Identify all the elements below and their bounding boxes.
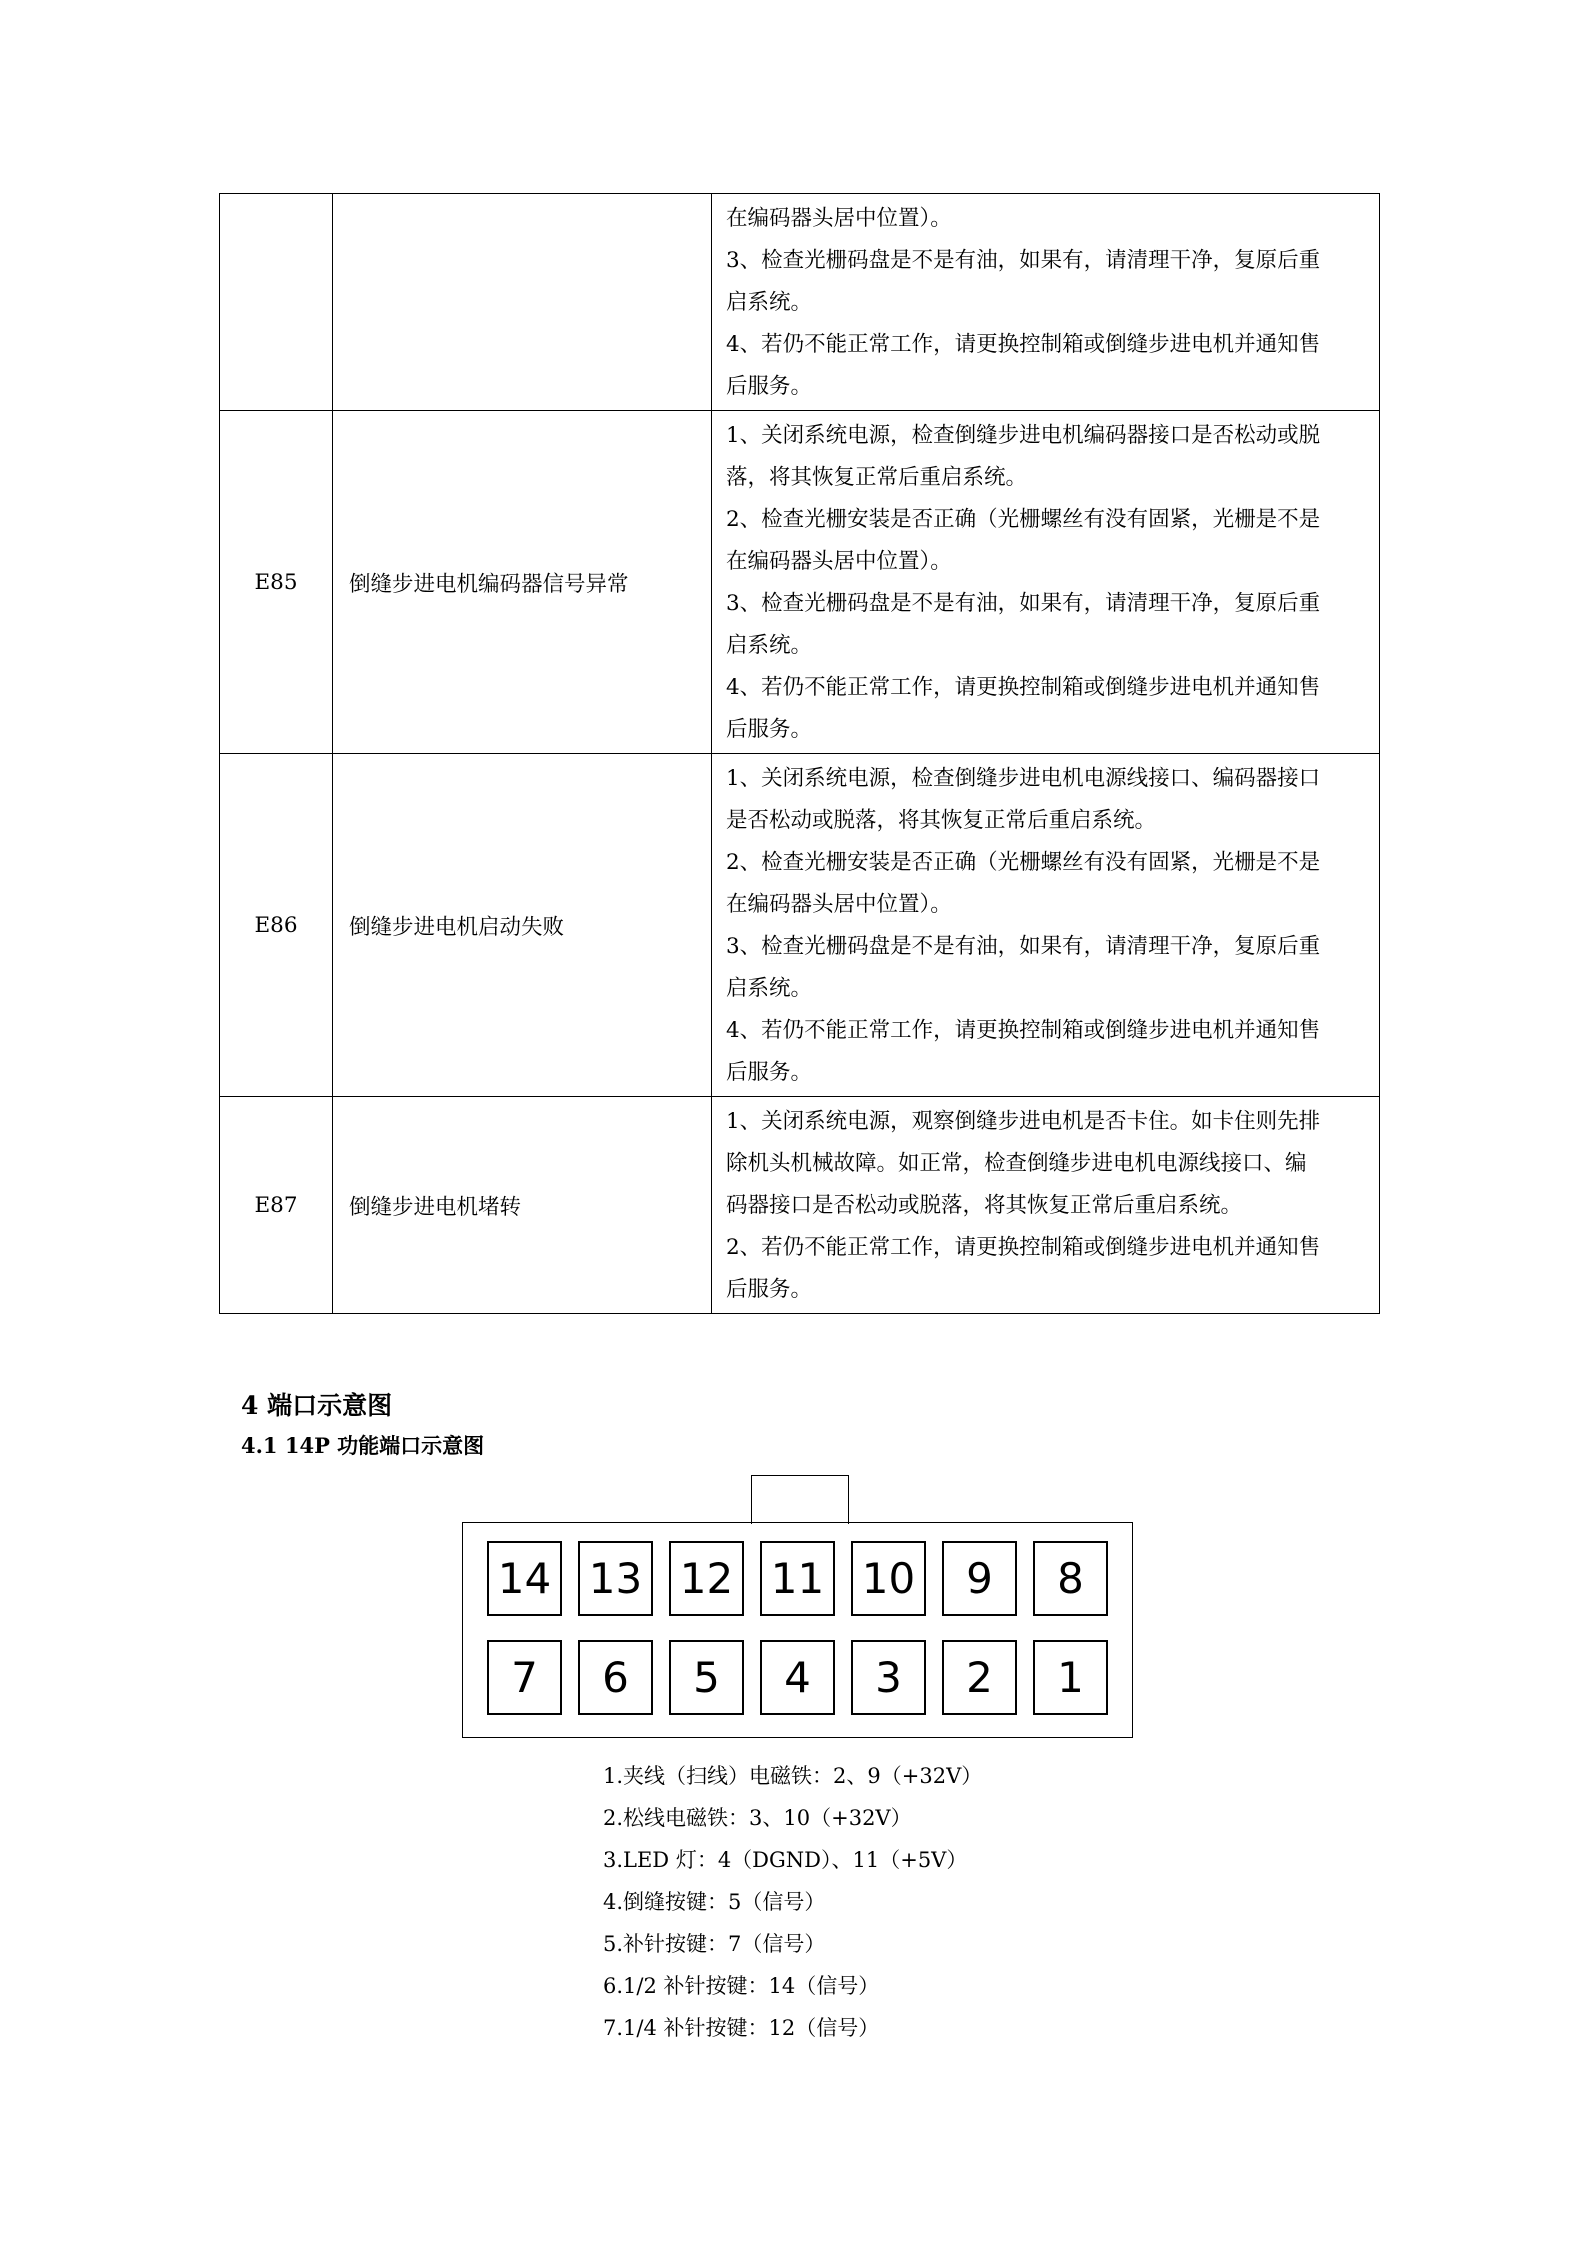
solution-line: 落，将其恢复正常后重启系统。 bbox=[726, 465, 1028, 490]
solution-line: 后服务。 bbox=[726, 374, 813, 399]
error-code-cell: E86 bbox=[220, 754, 333, 1097]
solution-line: 后服务。 bbox=[726, 717, 813, 742]
solution-line: 是否松动或脱落，将其恢复正常后重启系统。 bbox=[726, 808, 1157, 833]
solution-line: 除机头机械故障。如正常，检查倒缝步进电机电源线接口、编 bbox=[726, 1151, 1307, 1176]
solution-line: 启系统。 bbox=[726, 633, 813, 658]
solution-line: 在编码器头居中位置）。 bbox=[726, 206, 952, 231]
legend-item: 6.1/2 补针按键：14（信号） bbox=[603, 1974, 880, 1998]
legend-item: 3.LED 灯：4（DGND）、11（+5V） bbox=[603, 1848, 968, 1872]
table-row bbox=[220, 754, 1380, 1097]
pin-label: 14 bbox=[487, 1541, 562, 1616]
legend-item: 2.松线电磁铁：3、10（+32V） bbox=[603, 1806, 912, 1830]
pin-label: 8 bbox=[1033, 1541, 1108, 1616]
solution-line: 启系统。 bbox=[726, 290, 813, 315]
solution-line: 3、检查光栅码盘是不是有油，如果有，请清理干净，复原后重 bbox=[726, 934, 1321, 959]
solution-line: 2、检查光栅安装是否正确（光栅螺丝有没有固紧，光栅是不是 bbox=[726, 507, 1321, 532]
subsection-heading: 4.1 14P 功能端口示意图 bbox=[241, 1433, 485, 1458]
error-name-cell: 倒缝步进电机堵转 bbox=[333, 1097, 712, 1314]
legend-item: 4.倒缝按键：5（信号） bbox=[603, 1890, 826, 1914]
error-name-cell bbox=[333, 194, 712, 411]
solution-line: 后服务。 bbox=[726, 1277, 813, 1302]
connector-latch bbox=[751, 1475, 849, 1524]
error-name-cell: 倒缝步进电机启动失败 bbox=[333, 754, 712, 1097]
pin-label: 9 bbox=[942, 1541, 1017, 1616]
error-code-table bbox=[219, 193, 1380, 1314]
pin-legend bbox=[603, 1755, 982, 2049]
solution-cell bbox=[712, 194, 1380, 411]
solution-line: 1、关闭系统电源，观察倒缝步进电机是否卡住。如卡住则先排 bbox=[726, 1109, 1321, 1134]
solution-line: 4、若仍不能正常工作，请更换控制箱或倒缝步进电机并通知售 bbox=[726, 332, 1321, 357]
solution-line: 码器接口是否松动或脱落，将其恢复正常后重启系统。 bbox=[726, 1193, 1243, 1218]
solution-line: 1、关闭系统电源，检查倒缝步进电机编码器接口是否松动或脱 bbox=[726, 423, 1321, 448]
table-row bbox=[220, 194, 1380, 411]
pin-label: 6 bbox=[578, 1640, 653, 1715]
solution-cell bbox=[712, 1097, 1380, 1314]
legend-item: 1.夹线（扫线）电磁铁：2、9（+32V） bbox=[603, 1764, 983, 1788]
solution-line: 在编码器头居中位置）。 bbox=[726, 892, 952, 917]
solution-line: 4、若仍不能正常工作，请更换控制箱或倒缝步进电机并通知售 bbox=[726, 675, 1321, 700]
pin-label: 12 bbox=[669, 1541, 744, 1616]
section-heading: 4 端口示意图 bbox=[241, 1391, 393, 1420]
solution-line: 1、关闭系统电源，检查倒缝步进电机电源线接口、编码器接口 bbox=[726, 766, 1321, 791]
table-row bbox=[220, 1097, 1380, 1314]
solution-line: 启系统。 bbox=[726, 976, 813, 1001]
pin-label: 1 bbox=[1033, 1640, 1108, 1715]
error-code-cell: E87 bbox=[220, 1097, 333, 1314]
solution-line: 在编码器头居中位置）。 bbox=[726, 549, 952, 574]
solution-cell bbox=[712, 411, 1380, 754]
solution-line: 3、检查光栅码盘是不是有油，如果有，请清理干净，复原后重 bbox=[726, 591, 1321, 616]
pin-label: 5 bbox=[669, 1640, 744, 1715]
pin-label: 11 bbox=[760, 1541, 835, 1616]
pin-label: 4 bbox=[760, 1640, 835, 1715]
table-row bbox=[220, 411, 1380, 754]
error-code-cell bbox=[220, 194, 333, 411]
pin-label: 13 bbox=[578, 1541, 653, 1616]
error-name-cell: 倒缝步进电机编码器信号异常 bbox=[333, 411, 712, 754]
solution-cell bbox=[712, 754, 1380, 1097]
solution-line: 3、检查光栅码盘是不是有油，如果有，请清理干净，复原后重 bbox=[726, 248, 1321, 273]
connector-diagram bbox=[462, 1522, 1133, 1738]
legend-item: 5.补针按键：7（信号） bbox=[603, 1932, 826, 1956]
legend-item: 7.1/4 补针按键：12（信号） bbox=[603, 2016, 880, 2040]
error-code-cell: E85 bbox=[220, 411, 333, 754]
solution-line: 后服务。 bbox=[726, 1060, 813, 1085]
solution-line: 4、若仍不能正常工作，请更换控制箱或倒缝步进电机并通知售 bbox=[726, 1018, 1321, 1043]
pin-label: 2 bbox=[942, 1640, 1017, 1715]
solution-line: 2、检查光栅安装是否正确（光栅螺丝有没有固紧，光栅是不是 bbox=[726, 850, 1321, 875]
pin-label: 10 bbox=[851, 1541, 926, 1616]
pin-label: 7 bbox=[487, 1640, 562, 1715]
pin-label: 3 bbox=[851, 1640, 926, 1715]
solution-line: 2、若仍不能正常工作，请更换控制箱或倒缝步进电机并通知售 bbox=[726, 1235, 1321, 1260]
